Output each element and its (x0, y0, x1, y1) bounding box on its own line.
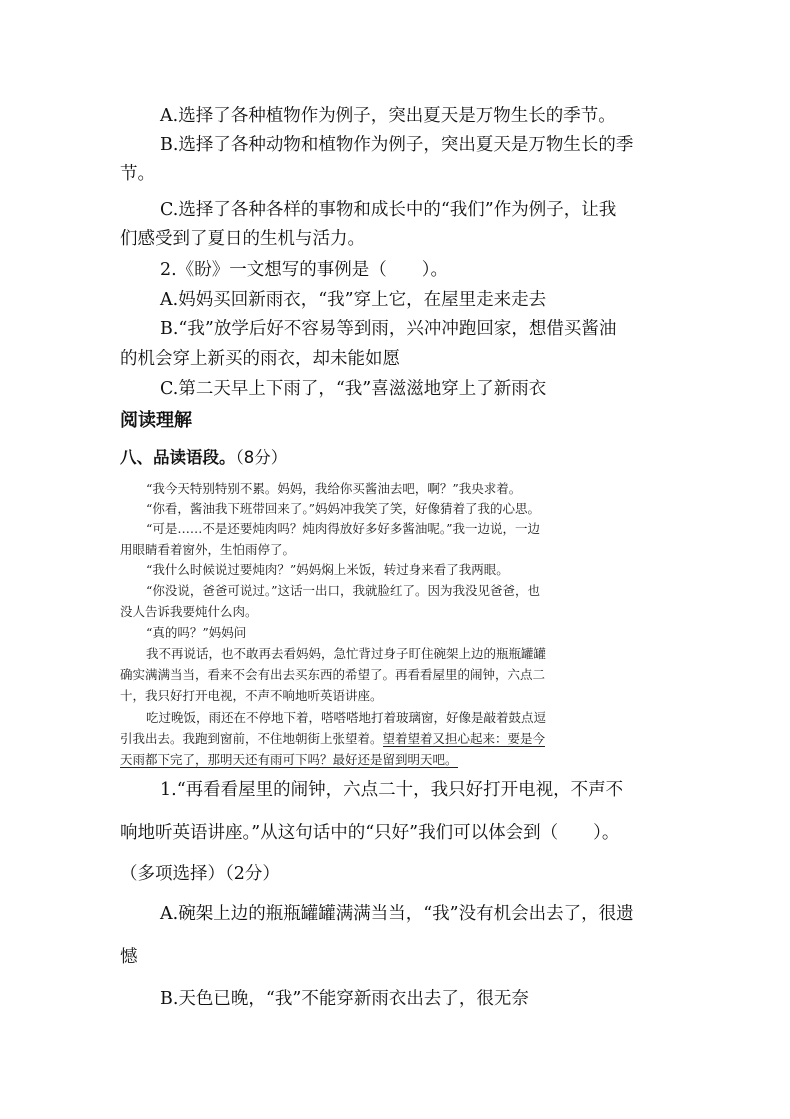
passage-p7-line3: 十，我只好打开电视，不声不响地听英语讲座。 (120, 688, 383, 703)
reading-heading: 阅读理解 (120, 410, 192, 431)
followup-option-a-line2: 憾 (120, 947, 138, 967)
q2-stem: 2.《盼》一文想写的事例是（ ）。 (160, 260, 448, 280)
passage-p3-line1: “可是……不是还要炖肉吗？炖肉得放好多好多酱油呢。”我一边说，一边 (146, 521, 541, 536)
passage-p8-line2 (120, 731, 545, 747)
passage-p7-line2: 确实满满当当，看来不会有出去买东西的希望了。再看看屋里的闹钟，六点二 (120, 667, 546, 682)
followup-option-a-line1: A.碗架上边的瓶瓶罐罐满满当当，“我”没有机会出去了，很遗 (160, 904, 634, 924)
followup-q1-line1: 1.“再看看屋里的闹钟，六点二十，我只好打开电视，不声不 (160, 780, 624, 800)
followup-q1-line2: 响地听英语讲座。”从这句话中的“只好”我们可以体会到（ ）。 (120, 823, 620, 843)
followup-q1-note: （多项选择）（2分） (120, 864, 280, 884)
passage-underlined-sentence-part1: 望着望着又担心起来：要是今 (382, 731, 546, 746)
passage-p6: “真的吗？”妈妈问 (146, 625, 247, 640)
passage-p5-line2: 没人告诉我要炖什么肉。 (120, 604, 258, 619)
section-score: （8分） (235, 448, 288, 467)
passage-p4: “我什么时候说过要炖肉？”妈妈焖上米饭，转过身来看了我两眼。 (146, 562, 509, 577)
passage-p1: “我今天特别特别不累。妈妈，我给你买酱油去吧，啊？”我央求着。 (146, 481, 522, 496)
passage-p8-line3 (120, 752, 458, 768)
q1-option-c-line1: C.选择了各种各样的事物和成长中的“我们”作为例子，让我 (160, 200, 617, 220)
q2-option-a: A.妈妈买回新雨衣，“我”穿上它，在屋里走来走去 (160, 290, 547, 310)
q1-option-b-line1: B.选择了各种动物和植物作为例子，突出夏天是万物生长的季 (160, 135, 634, 155)
q1-option-a: A.选择了各种植物作为例子，突出夏天是万物生长的季节。 (160, 106, 616, 126)
followup-option-b: B.天色已晚，“我”不能穿新雨衣出去了，很无奈 (160, 989, 529, 1009)
passage-p7-line1: 我不再说话，也不敢再去看妈妈，急忙背过身子盯住碗架上边的瓶瓶罐罐 (146, 646, 547, 661)
q1-option-b-line2: 节。 (120, 164, 155, 184)
passage-p5-line1: “你没说，爸爸可说过。”这话一出口，我就脸红了。因为我没见爸爸，也 (146, 583, 541, 598)
passage-p8-line2-plain: 引我出去。我跑到窗前，不住地朝街上张望着。 (120, 731, 383, 746)
q2-option-b-line2: 的机会穿上新买的雨衣，却未能如愿 (120, 349, 400, 369)
q2-option-c: C.第二天早上下雨了，“我”喜滋滋地穿上了新雨衣 (160, 379, 547, 399)
passage-p2: “你看，酱油我下班带回来了。”妈妈冲我笑了笑，好像猜着了我的心思。 (146, 501, 541, 516)
q1-option-c-line2: 们感受到了夏日的生机与活力。 (120, 229, 365, 249)
passage-underlined-sentence-part2: 天雨都下完了，那明天还有雨可下吗？最好还是留到明天吧。 (120, 752, 458, 767)
section-title-text: 八、品读语段。 (120, 448, 236, 467)
section-title (120, 447, 287, 469)
q2-option-b-line1: B.“我”放学后好不容易等到雨，兴冲冲跑回家，想借买酱油 (160, 319, 617, 339)
passage-p8-line1: 吃过晚饭，雨还在不停地下着，嗒嗒嗒地打着玻璃窗，好像是敲着鼓点逗 (146, 710, 547, 725)
passage-p3-line2: 用眼睛看着窗外，生怕雨停了。 (120, 542, 296, 557)
